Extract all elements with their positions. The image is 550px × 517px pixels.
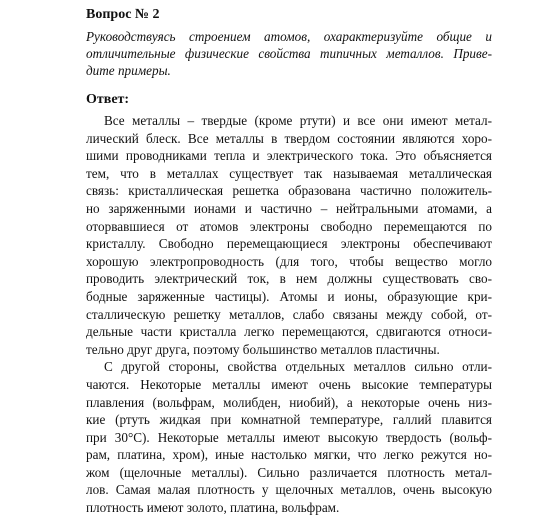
paragraph-line: хорошую электропроводность (для того, чтобы вещество могло <box>86 253 492 269</box>
paragraph-line: кристаллу. Свободно перемещающиеся электроны обеспечивают <box>86 236 492 252</box>
paragraph-line: плотность имеют золото, платина, вольфрам. <box>86 500 340 516</box>
paragraph-line: но заряженными ионами и частично – нейтральными атомами, а <box>86 200 492 216</box>
paragraph-line: лов. Самая малая плотность у щелочных металлов, очень высокую <box>86 482 492 498</box>
paragraph-line: дельные части кристалла легко перемещаются, сдвигаются относи- <box>86 324 492 340</box>
question-line: отличительные физические свойства типичных металлов. Приве- <box>86 46 492 61</box>
paragraph-line: Все металлы – твердые (кроме ртути) и все они имеют метал- <box>104 113 492 128</box>
paragraph-line: связь: кристаллическая решетка образована частично положитель- <box>86 183 492 199</box>
question-line: дите примеры. <box>86 63 171 78</box>
paragraph-line: рам, платина, хром), иные настолько мягки, что легко режутся но- <box>86 447 492 463</box>
paragraph-line: шими проводниками тепла и электрического тока. Это объясняется <box>86 148 492 164</box>
question-text <box>86 28 492 79</box>
paragraph-line: кие (ртуть жидкая при комнатной температуре, галлий плавится <box>86 412 492 428</box>
question-line: Руководствуясь строением атомов, охарактеризуйте общие и <box>86 29 492 44</box>
paragraph-line: плавления (вольфрам, молибден, ниобий), а некоторые очень низ- <box>86 394 492 410</box>
paragraph-line: оторвавшиеся от атомов электроны свободно перемещаются по <box>86 218 492 234</box>
paragraph-line: лический блеск. Все металлы в твердом состоянии являются хоро- <box>86 130 492 146</box>
question-title: Вопрос № 2 <box>86 7 160 22</box>
paragraph-line: при 30°С). Некоторые металлы имеют высокую твердость (вольф- <box>86 429 492 445</box>
paragraph-line: С другой стороны, свойства отдельных металлов сильно отли- <box>104 359 492 375</box>
answer-paragraph-1 <box>86 112 492 358</box>
paragraph-line: проводить электрический ток, в нем должны существовать сво- <box>86 271 492 287</box>
paragraph-line: тельно друг друга, поэтому большинство металлов пластичны. <box>86 341 440 357</box>
answer-title: Ответ: <box>86 92 130 107</box>
paragraph-line: сталлическую решетку металлов, слабо связаны между собой, от- <box>86 306 492 322</box>
paragraph-line: чаются. Некоторые металлы имеют очень высокие температуры <box>86 376 492 392</box>
paragraph-line: тем, что в металлах существует так называемая металлическая <box>86 165 492 181</box>
paragraph-line: жом (щелочные металлы). Сильно различается плотность метал- <box>86 464 492 480</box>
paragraph-line: бодные заряженные частицы). Атомы и ионы, образующие кри- <box>86 288 492 304</box>
